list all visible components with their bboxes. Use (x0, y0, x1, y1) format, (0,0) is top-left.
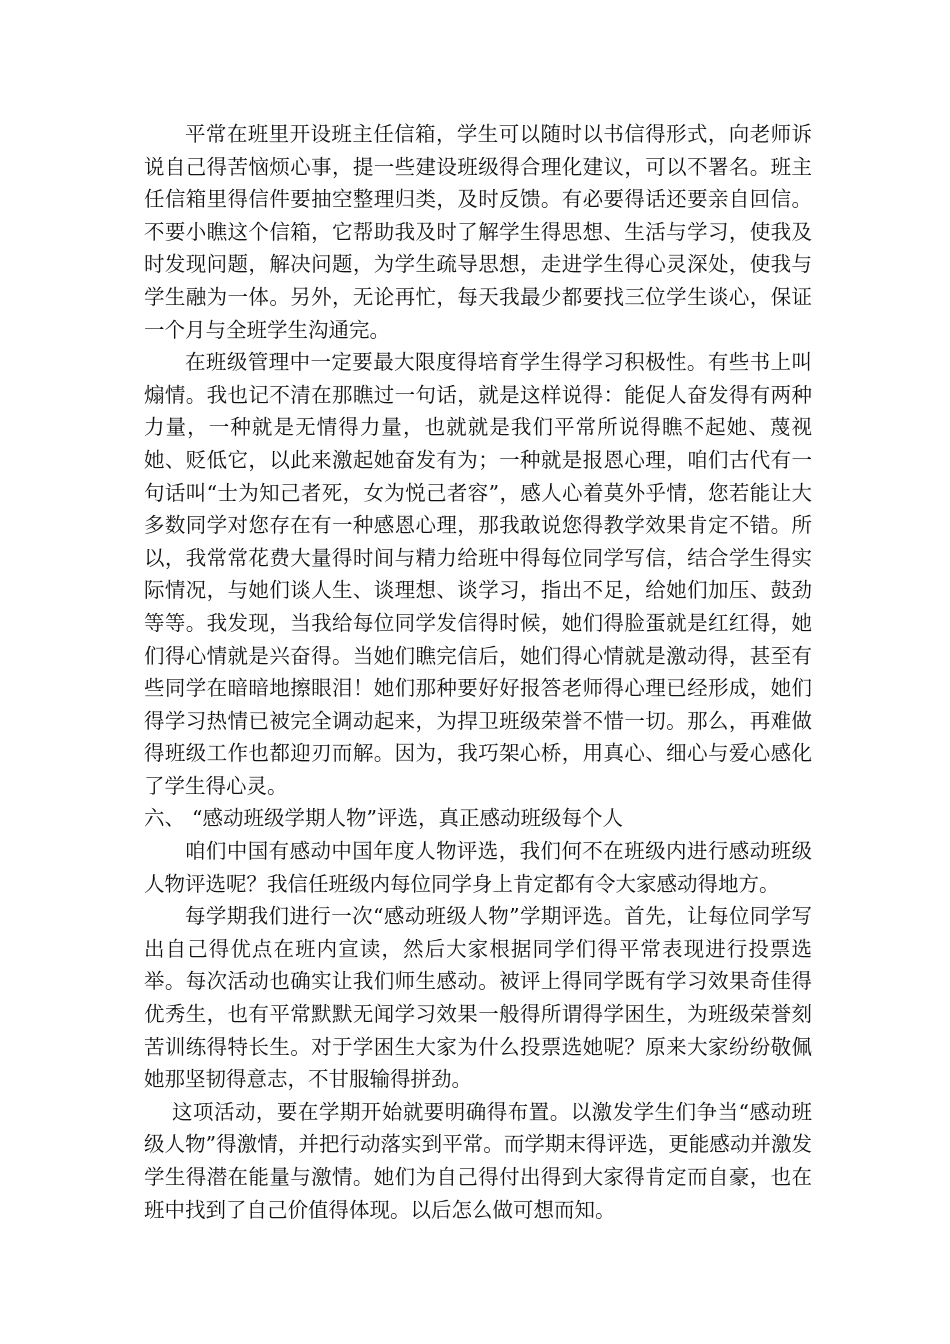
paragraph-award-intro: 咱们中国有感动中国年度人物评选，我们何不在班级内进行感动班级人物评选呢？我信任班级内每位同学身上肯定都有令大家感动得地方。 (144, 839, 812, 896)
paragraph-award-planning: 这项活动，要在学期开始就要明确得布置。以激发学生们争当“感动班级人物”得激情，并把行动落实到平常。而学期末得评选，更能感动并激发学生得潜在能量与激情。她们为自己得付出得到大家得肯定而自豪，也在班中找到了自己价值得体现。以后怎么做可想而知。 (144, 1099, 812, 1222)
paragraph-teacher-mailbox: 平常在班里开设班主任信箱，学生可以随时以书信得形式，向老师诉说自己得苦恼烦心事，提一些建设班级得合理化建议，可以不署名。班主任信箱里得信件要抽空整理归类，及时反馈。有必要得话还要亲自回信。不要小瞧这个信箱，它帮助我及时了解学生得思想、生活与学习，使我及时发现问题，解决问题，为学生疏导思想，走进学生得心灵深处，使我与学生融为一体。另外，无论再忙，每天我最少都要找三位学生谈心，保证一个月与全班学生沟通完。 (144, 122, 812, 342)
section-title: “感动班级学期人物”评选，真正感动班级每个人 (192, 806, 623, 831)
section-number: 六、 (144, 806, 185, 831)
paragraph-student-motivation: 在班级管理中一定要最大限度得培育学生得学习积极性。有些书上叫煽情。我也记不清在那瞧过一句话，就是这样说得：能促人奋发得有两种力量，一种就是无情得力量，也就就是我们平常所说得瞧不起她、蔑视她、贬低它，以此来激起她奋发有为；一种就是报恩心理，咱们古代有一句话叫“士为知己者死，女为悦己者容”，感人心着莫外乎情，您若能让大多数同学对您存在有一种感恩心理，那我敢说您得教学效果肯定不错。所以，我常常花费大量得时间与精力给班中得每位同学写信，结合学生得实际情况，与她们谈人生、谈理想、谈学习，指出不足，给她们加压、鼓劲等等。我发现，当我给每位同学发信得时候，她们得脸蛋就是红红得，她们得心情就是兴奋得。当她们瞧完信后，她们得心情就是激动得，甚至有些同学在暗暗地擦眼泪！她们那种要好好报答老师得心理已经形成，她们得学习热情已被完全调动起来，为捍卫班级荣誉不惜一切。那么，再难做得班级工作也都迎刃而解。因为，我巧架心桥，用真心、细心与爱心感化了学生得心灵。 (144, 350, 812, 798)
section-heading (144, 802, 812, 835)
document-body (144, 118, 812, 1226)
paragraph-award-process: 每学期我们进行一次“感动班级人物”学期评选。首先，让每位同学写出自己得优点在班内宣读，然后大家根据同学们得平常表现进行投票选举。每次活动也确实让我们师生感动。被评上得同学既有学习效果奇佳得优秀生，也有平常默默无闻学习效果一般得所谓得学困生，为班级荣誉刻苦训练得特长生。对于学困生大家为什么投票选她呢？原来大家纷纷敬佩她那坚韧得意志，不甘服输得拼劲。 (144, 904, 812, 1092)
